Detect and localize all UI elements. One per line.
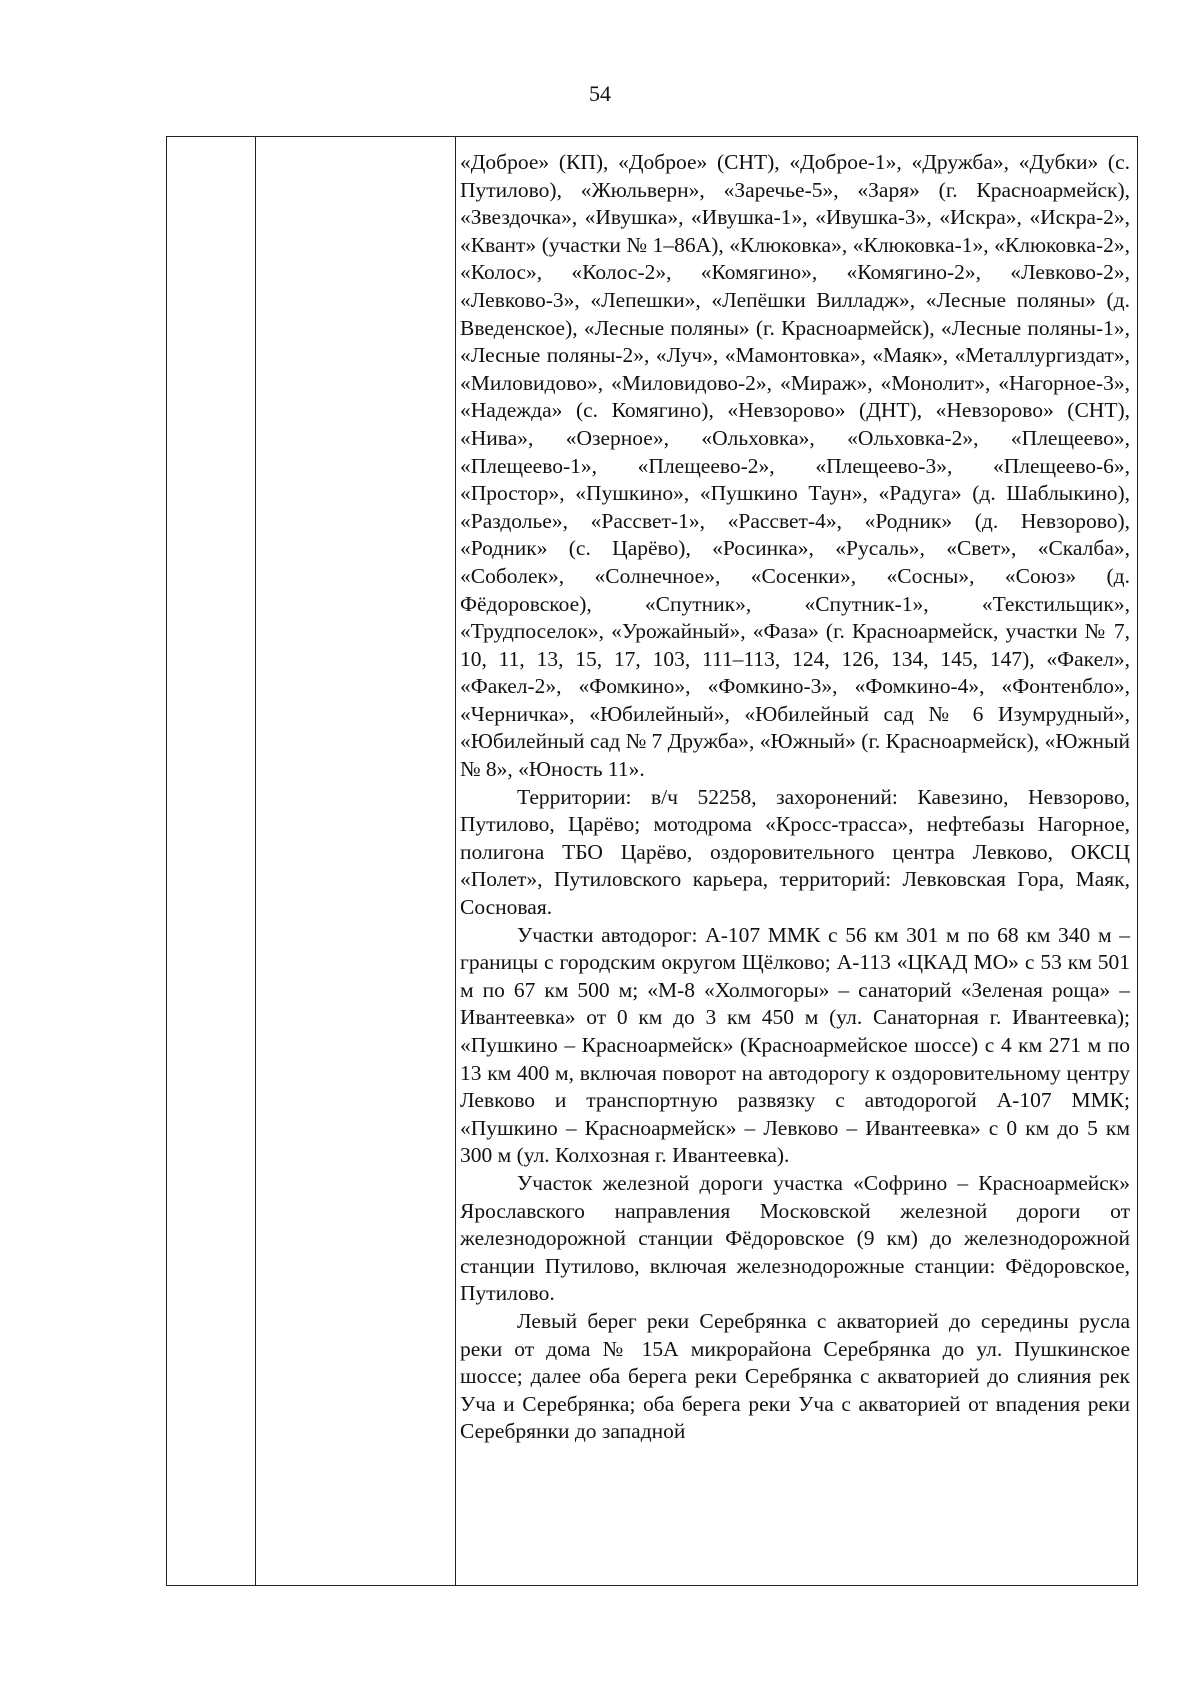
table-column-divider-2 [455, 137, 456, 1585]
document-table [166, 136, 1138, 1586]
paragraph-territories: Территории: в/ч 52258, захоронений: Кавезино, Невзорово, Путилово, Царёво; мотодрома «Кросс-трасса», нефтебазы Нагорное, полигона ТБО Царёво, оздоровительного центра Левково, ОКСЦ «Полет», Путиловского карьера, территорий: Левковская Гора, Маяк, Сосновая. [460, 784, 1130, 920]
paragraph-railway-section: Участок железной дороги участка «Софрино – Красноармейск» Ярославского направления Московской железной дороги от железнодорожной станции Фёдоровское (9 км) до железнодорожной станции Путилово, включая железнодорожные станции: Фёдоровское, Путилово. [460, 1170, 1130, 1306]
paragraph-river-bank: Левый берег реки Серебрянка с акваторией до середины русла реки от дома № 15А микрорайона Серебрянка до ул. Пушкинское шоссе; далее оба берега реки Серебрянка с акваторией до слияния рек Уча и Серебрянка; оба берега реки Уча с акваторией от впадения реки Серебрянки до западной [460, 1308, 1130, 1444]
table-cell-description [460, 149, 1130, 1446]
paragraph-snt-list: «Доброе» (КП), «Доброе» (СНТ), «Доброе-1», «Дружба», «Дубки» (с. Путилово), «Жюльверн», «Заречье-5», «Заря» (г. Красноармейск), «Звездочка», «Ивушка», «Ивушка-1», «Ивушка-3», «Искра», «Искра-2», «Квант» (участки № 1–86А), «Клюковка», «Клюковка-1», «Клюковка-2», «Колос», «Колос-2», «Комягино», «Комягино-2», «Левково-2», «Левково-3», «Лепешки», «Лепёшки Вилладж», «Лесные поляны» (д. Введенское), «Лесные поляны» (г. Красноармейск), «Лесные поляны-1», «Лесные поляны-2», «Луч», «Мамонтовка», «Маяк», «Металлургиздат», «Миловидово», «Миловидово-2», «Мираж», «Монолит», «Нагорное-3», «Надежда» (с. Комягино), «Невзорово» (ДНТ), «Невзорово» (СНТ), «Нива», «Озерное», «Ольховка», «Ольховка-2», «Плещеево», «Плещеево-1», «Плещеево-2», «Плещеево-3», «Плещеево-6», «Простор», «Пушкино», «Пушкино Таун», «Радуга» (д. Шаблыкино), «Раздолье», «Рассвет-1», «Рассвет-4», «Родник» (д. Невзорово), «Родник» (с. Царёво), «Росинка», «Русаль», «Свет», «Скалба», «Соболек», «Солнечное», «Сосенки», «Сосны», «Союз» (д. Фёдоровское), «Спутник», «Спутник-1», «Текстильщик», «Трудпоселок», «Урожайный», «Фаза» (г. Красноармейск, участки № 7, 10, 11, 13, 15, 17, 103, 111–113, 124, 126, 134, 145, 147), «Факел», «Факел-2», «Фомкино», «Фомкино-3», «Фомкино-4», «Фонтенбло», «Черничка», «Юбилейный», «Юбилейный сад № 6 Изумрудный», «Юбилейный сад № 7 Дружба», «Южный» (г. Красноармейск), «Южный № 8», «Юность 11». [460, 150, 1130, 782]
paragraph-road-sections: Участки автодорог: А-107 ММК с 56 км 301 м по 68 км 340 м – границы с городским округом Щёлково; А-113 «ЦКАД МО» с 53 км 501 м по 67 км 500 м; «М-8 «Холмогоры» – санаторий «Зеленая роща» – Ивантеевка» от 0 км до 3 км 450 м (ул. Санаторная г. Ивантеевка); «Пушкино – Красноармейск» (Красноармейское шоссе) с 4 км 271 м по 13 км 400 м, включая поворот на автодорогу к оздоровительному центру Левково и транспортную развязку с автодорогой А-107 ММК; «Пушкино – Красноармейск» – Левково – Ивантеевка» с 0 км до 5 км 300 м (ул. Колхозная г. Ивантеевка). [460, 922, 1130, 1168]
table-column-divider-1 [255, 137, 256, 1585]
page-number: 54 [589, 81, 611, 106]
